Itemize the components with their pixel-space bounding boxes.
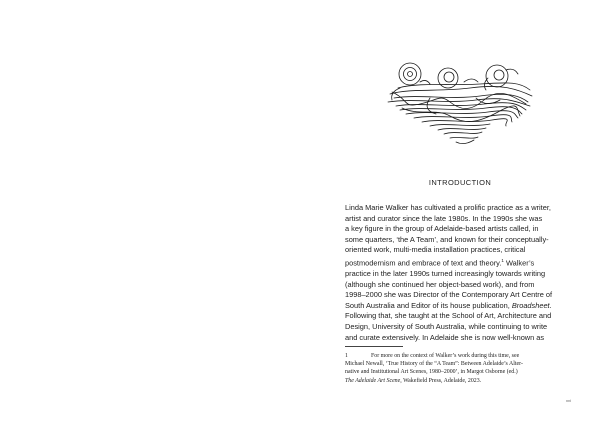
text-line [345, 256, 575, 269]
body-paragraph [345, 203, 575, 343]
text-line: artist and curator since the late 1980s. In the 1990s she was [345, 213, 543, 223]
footnote-line [345, 352, 575, 360]
footnote-reference[interactable]: 1 [501, 257, 504, 263]
text-line: (although she continued her object-based work), and from [345, 279, 535, 289]
page-number: xvi [566, 398, 571, 403]
footnote [345, 352, 575, 385]
text-segment: . [549, 300, 552, 310]
text-segment: South Australia and Editor of its house publication, [345, 300, 512, 310]
footnote-divider [345, 346, 403, 347]
text-line: practice in the later 1990s turned increasingly towards writing [345, 269, 546, 279]
text-line: oriented work, multi-media installation practices, critical [345, 245, 526, 255]
book-title: The Adelaide Art Scene [345, 377, 401, 384]
text-line: Following that, she taught at the School of Art, Architecture and [345, 311, 552, 321]
text-line [345, 301, 575, 312]
footnote-line [345, 377, 575, 385]
text-line: a key figure in the group of Adelaide-based artists called, in [345, 224, 539, 234]
text-segment: postmodernism and embrace of text and theory. [345, 258, 502, 268]
footnote-line: Michael Newall, ‘True History of the “A Team”: Between Adelaide’s Alter- [345, 361, 523, 368]
scribble-sketch-icon [380, 58, 542, 150]
text-line: some quarters, ‘the A Team’, and known for their conceptually- [345, 234, 549, 244]
text-segment: For more on the context of Walker’s work during this time, see [371, 353, 520, 359]
text-line: and curate extensively. In Adelaide she is now well-known as [345, 332, 545, 342]
sketch-illustration [380, 58, 542, 150]
publication-title: Broadsheet [511, 300, 550, 310]
text-line: Design, University of South Australia, while continuing to write [345, 322, 548, 331]
text-segment: Walker’s [503, 258, 535, 268]
section-heading: INTRODUCTION [428, 178, 492, 187]
footnote-number: 1 [345, 353, 348, 359]
text-segment: , Wakefield Press, Adelaide, 2023. [400, 377, 482, 384]
text-line: Linda Marie Walker has cultivated a prolific practice as a writer, [345, 203, 551, 212]
footnote-line: native and Institutional Art Scenes, 1980–2000’, in Margot Osborne (ed.) [345, 369, 518, 376]
text-line: 1998–2000 she was Director of the Contemporary Art Centre of [345, 290, 553, 300]
